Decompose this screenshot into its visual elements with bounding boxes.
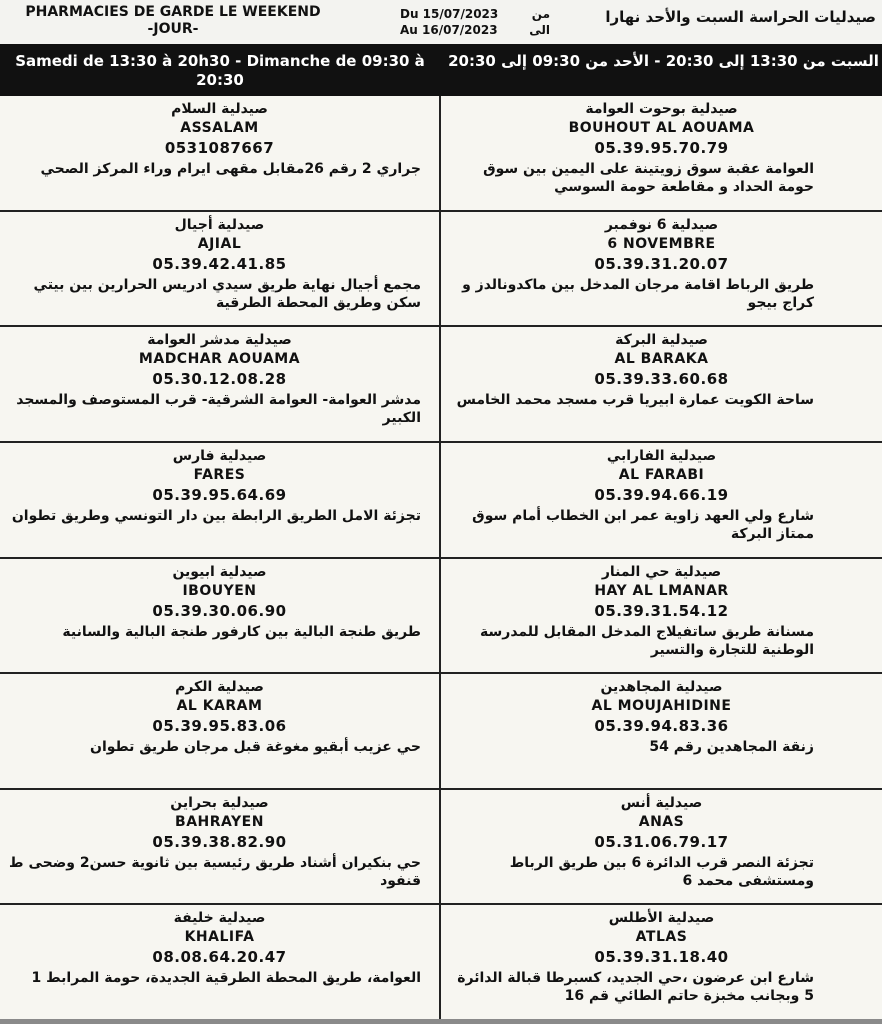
pharmacy-address: العوامة، طريق المحطة الطرقية الجديدة، حومة المرابط 1: [31, 970, 421, 987]
pharmacy-phone: 08.08.64.20.47: [152, 948, 287, 967]
pharmacy-address: العوامة عقبة سوق زويتينة على اليمين بين سوق حومة الحداد و مقاطعة حومة السوسي: [483, 161, 814, 195]
date-to: Au 16/07/2023: [400, 23, 498, 37]
pharmacy-address: مسنانة طريق ساتفيلاج المدخل المقابل للمدرسة الوطنية للتجارة والتسير: [480, 623, 814, 658]
pharmacy-phone: 05.39.31.54.12: [594, 601, 729, 620]
pharmacy-address: زنقة المجاهدين رقم 54: [649, 739, 814, 756]
pharmacy-card: [441, 674, 882, 790]
pharmacy-address: جراري 2 رقم 26مقابل مقهى ايرام وراء المركز الصحي: [40, 161, 421, 177]
pharmacy-name: ASSALAM: [180, 120, 259, 136]
header-title-line2: -JOUR-: [147, 21, 199, 37]
pharmacy-name: AL FARABI: [618, 466, 705, 483]
pharmacy-phone: 05.39.38.82.90: [152, 832, 287, 851]
pharmacy-phone: 05.39.94.83.36: [594, 717, 729, 736]
header-title: [8, 4, 338, 38]
pharmacy-name: ANAS: [638, 813, 685, 830]
pharmacy-card: [0, 790, 441, 906]
pharmacy-name: MADCHAR AOUAMA: [138, 351, 301, 368]
pharmacy-name: HAY AL LMANAR: [594, 582, 729, 599]
pharmacy-card: [441, 96, 882, 212]
pharmacy-name-ar: صيدلية 6 نوفمبر: [604, 216, 719, 233]
pharmacy-phone: 05.39.95.70.79: [594, 139, 729, 157]
pharmacy-name-ar: صيدلية الأطلس: [608, 910, 715, 927]
pharmacy-card: [0, 212, 441, 328]
header-title-ar: صيدليات الحراسة السبت والأحد نهارا: [605, 8, 876, 26]
pharmacy-phone: 05.31.06.79.17: [594, 832, 729, 851]
schedule-ar: السبت من 13:30 إلى 20:30 - الأحد من 09:30 إلى 20:30: [448, 52, 879, 70]
pharmacy-phone: 05.39.94.66.19: [594, 485, 729, 504]
pharmacy-name-ar: صيدلية ابيوين: [172, 563, 267, 580]
pharmacy-phone: 05.39.95.64.69: [152, 485, 287, 504]
pharmacy-address: شارع ولي العهد زاوية عمر ابن الخطاب أمام سوق ممتاز البركة: [472, 507, 814, 542]
pharmacy-name: AJIAL: [197, 235, 242, 252]
pharmacy-card: [441, 212, 882, 328]
pharmacy-name-ar: صيدلية بوحوت العوامة: [585, 101, 738, 117]
date-to-ar: الى: [529, 23, 550, 37]
pharmacy-phone: 05.30.12.08.28: [152, 370, 287, 389]
pharmacy-card: [0, 443, 441, 559]
schedule-band: [0, 44, 882, 94]
pharmacy-card: [441, 790, 882, 906]
date-from-ar: من: [531, 7, 550, 21]
pharmacy-name: AL MOUJAHIDINE: [591, 698, 732, 715]
pharmacy-name-ar: صيدلية بحراين: [170, 794, 269, 811]
pharmacy-name-ar: صيدلية أجيال: [174, 216, 265, 233]
pharmacy-card: [441, 443, 882, 559]
pharmacy-card: [0, 559, 441, 675]
pharmacy-address: ساحة الكويت عمارة ابيريا قرب مسجد محمد الخامس: [456, 392, 814, 409]
pharmacy-phone: 05.39.42.41.85: [152, 254, 287, 273]
pharmacy-card: [0, 674, 441, 790]
pharmacy-name: BOUHOUT AL AOUAMA: [568, 120, 755, 136]
pharmacy-card: [441, 559, 882, 675]
bottom-edge: [0, 1019, 882, 1024]
pharmacy-address: طريق الرباط اقامة مرجان المدخل بين ماكدونالدز و كراج بيجو: [462, 276, 814, 311]
header: [0, 0, 882, 45]
pharmacy-name-ar: صيدلية المجاهدين: [600, 679, 723, 696]
pharmacy-address: حي عزيب أبقيو مغوغة قبل مرجان طريق تطوان: [90, 739, 421, 756]
pharmacy-name-ar: صيدلية البركة: [615, 332, 708, 349]
pharmacy-name-ar: صيدلية حي المنار: [601, 563, 722, 580]
pharmacy-grid: [0, 94, 882, 1021]
pharmacy-name: FARES: [193, 466, 246, 483]
pharmacy-address: تجزئة النصر قرب الدائرة 6 بين طريق الرباط ومستشفى محمد 6: [509, 854, 814, 889]
pharmacy-address: حي بنكيران أشناد طريق رئيسية بين ثانوية حسن2 وضحى ط قنفود: [9, 854, 421, 889]
pharmacy-phone: 0531087667: [164, 139, 275, 157]
pharmacy-card: [0, 327, 441, 443]
pharmacy-name-ar: صيدلية الفارابي: [606, 447, 717, 464]
schedule-fr: Samedi de 13:30 à 20h30 - Dimanche de 09:30 à 20:30: [15, 52, 425, 89]
pharmacy-name: BAHRAYEN: [175, 813, 264, 830]
pharmacy-phone: 05.39.33.60.68: [594, 370, 729, 389]
pharmacy-name: IBOUYEN: [182, 582, 257, 599]
pharmacy-name: ATLAS: [635, 929, 688, 946]
pharmacy-name: AL KARAM: [176, 698, 263, 715]
header-dates: [400, 6, 550, 38]
pharmacy-address: طريق طنجة البالية بين كارفور طنجة البالية والسانية: [62, 623, 421, 640]
pharmacy-card: [0, 905, 441, 1021]
pharmacy-phone: 05.39.31.20.07: [594, 254, 729, 273]
date-from: Du 15/07/2023: [400, 7, 499, 21]
pharmacy-name-ar: صيدلية السلام: [171, 101, 268, 117]
pharmacy-phone: 05.39.30.06.90: [152, 601, 287, 620]
pharmacy-address: مدشر العوامة- العوامة الشرقية- قرب المستوصف والمسجد الكبير: [16, 392, 421, 427]
pharmacy-name-ar: صيدلية مدشر العوامة: [147, 332, 292, 349]
pharmacy-phone: 05.39.31.18.40: [594, 948, 729, 967]
pharmacy-name-ar: صيدلية الكرم: [175, 679, 264, 696]
pharmacy-name: KHALIFA: [184, 929, 255, 946]
pharmacy-name-ar: صيدلية فارس: [172, 447, 267, 464]
pharmacy-address: مجمع أجيال نهاية طريق سيدي ادريس الحرارين بين بيتي سكن وطريق المحطة الطرقية: [33, 276, 421, 311]
pharmacy-name-ar: صيدلية خليفة: [173, 910, 266, 927]
pharmacy-name: AL BARAKA: [614, 351, 709, 368]
pharmacy-card: [0, 96, 441, 212]
pharmacy-address: تجزئة الامل الطريق الرابطة بين دار التونسي وطريق تطوان: [11, 507, 421, 524]
header-title-line1: PHARMACIES DE GARDE LE WEEKEND: [25, 4, 321, 20]
pharmacy-address: شارع ابن عرضون ،حي الجديد، كسبرطا قبالة الدائرة 5 وبجانب مخبزة حاتم الطائي قم 16: [457, 970, 814, 1005]
pharmacy-name: 6 NOVEMBRE: [607, 235, 716, 252]
pharmacy-phone: 05.39.95.83.06: [152, 717, 287, 736]
pharmacy-name-ar: صيدلية أنس: [620, 794, 703, 811]
pharmacy-card: [441, 327, 882, 443]
pharmacy-card: [441, 905, 882, 1021]
